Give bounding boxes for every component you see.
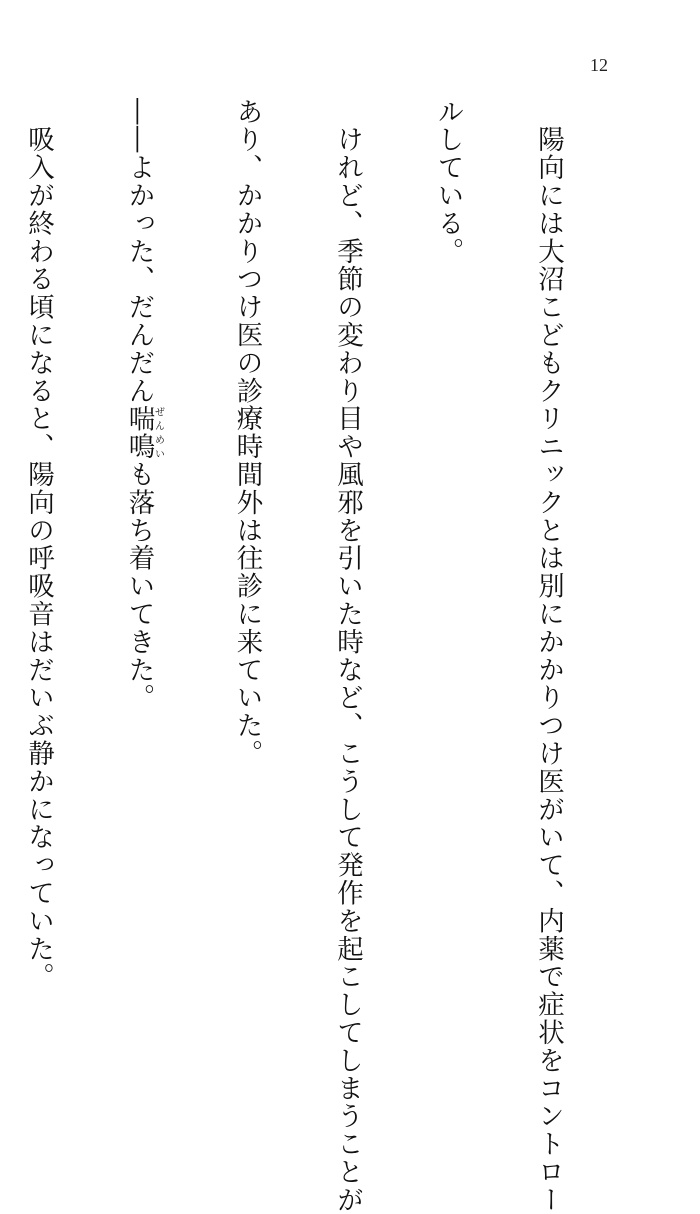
text-line: 吸入が終わる頃になると、陽向の呼吸音はだいぶ静かになっていた。 — [23, 98, 54, 991]
ruby-annotation — [123, 404, 164, 461]
text-line: 陽向には大沼こどもクリニックとは別にかかりつけ医がいて、内薬で症状をコントロー — [533, 98, 564, 1214]
text-line-with-ruby — [122, 98, 163, 958]
text-line: ルしている。 — [432, 98, 464, 266]
text-line: けれど、季節の変わり目や風邪を引いた時など、こうして発作を起こしてしまうことが — [332, 98, 363, 1214]
ruby-reading: ぜんめい — [152, 404, 164, 461]
text-segment: ――よかった、だんだん — [123, 98, 155, 405]
text-segment: も落ち着いてきた。 — [123, 460, 155, 712]
page-number: 12 — [590, 55, 608, 75]
text-line: あり、かかりつけ医の診療時間外は往診に来ていた。 — [231, 98, 263, 768]
novel-text-column-block — [0, 98, 632, 1214]
ruby-base: 喘鳴 — [123, 404, 155, 461]
